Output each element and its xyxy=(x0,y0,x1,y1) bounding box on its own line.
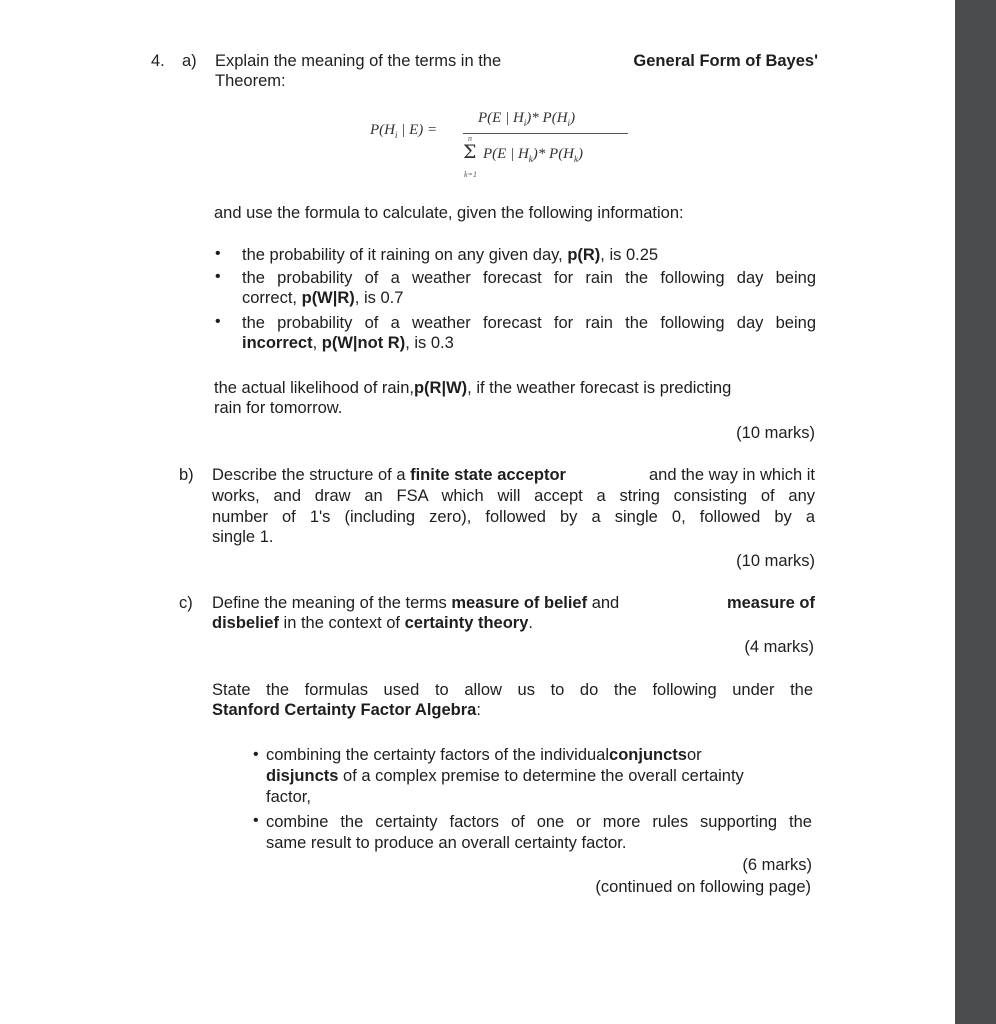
part-a-intro-text: Explain the meaning of the terms in the xyxy=(215,52,502,70)
formula-denominator: P(E | $H_k)*$ $P(H_k)$ xyxy=(483,146,584,164)
part-b-label: b) xyxy=(179,466,194,484)
bullet-combine-conjuncts-line1: combining the certainty factors of the individual conjuncts or xyxy=(266,746,702,764)
part-c-line1-text: Define the meaning of the terms measure of belief and xyxy=(212,594,620,612)
state-formulas-line2: Stanford Certainty Factor Algebra: xyxy=(212,701,481,719)
bullet-dot: • xyxy=(253,812,259,829)
formula-numerator: P(E | $H_i)*$ $P(H_i)$ xyxy=(478,110,576,128)
part-c-marks-1: (4 marks) xyxy=(744,638,814,656)
bullet-combine-rules-line2: same result to produce an overall certainty factor. xyxy=(266,834,627,852)
viewer-background xyxy=(955,0,996,1024)
part-b-line1-pre: Describe the structure of a finite state acceptor xyxy=(212,466,566,484)
part-c-label: c) xyxy=(179,594,193,612)
formula-lhs: $P(H_i$ | E) = xyxy=(370,122,438,140)
part-b-line2: works, and draw an FSA which will accept a string consisting of any xyxy=(212,487,815,505)
use-formula-text: and use the formula to calculate, given the following information: xyxy=(214,204,684,222)
part-b-marks: (10 marks) xyxy=(736,552,815,570)
part-a-label: a) xyxy=(182,52,197,70)
sum-upper-limit: n xyxy=(468,134,472,143)
part-b-line3: number of 1's (including zero), followed by a single 0, followed by a xyxy=(212,508,815,526)
measure-of-term: measure of xyxy=(726,594,815,612)
part-b-line1-post: and the way in which it xyxy=(648,466,815,484)
bullet-dot: • xyxy=(215,313,221,330)
bullet-combine-rules-line1: combine the certainty factors of one or more rules supporting the xyxy=(266,813,812,831)
question-number: 4. xyxy=(151,52,165,70)
bullet-forecast-correct-line1: the probability of a weather forecast for rain the following day being xyxy=(242,269,816,287)
bullet-dot: • xyxy=(215,245,221,262)
actual-likelihood-line2: rain for tomorrow. xyxy=(214,399,343,417)
part-b-line4: single 1. xyxy=(212,528,274,546)
sigma-symbol: Σ xyxy=(463,141,477,163)
bullet-dot: • xyxy=(215,268,221,285)
bullet-rain-probability: the probability of it raining on any given day, p(R), is 0.25 xyxy=(242,246,659,264)
bullet-combine-conjuncts-line3: factor, xyxy=(266,788,311,806)
state-formulas-line1: State the formulas used to allow us to do the following under the xyxy=(212,681,813,699)
continued-note: (continued on following page) xyxy=(595,878,811,896)
bullet-forecast-incorrect-line1: the probability of a weather forecast for rain the following day being xyxy=(242,314,816,332)
part-c-line1 xyxy=(212,593,815,613)
bayes-formula xyxy=(360,104,640,186)
part-a-intro-line1 xyxy=(215,51,818,71)
bullet-forecast-correct-line2: correct, p(W|R), is 0.7 xyxy=(242,289,404,307)
part-b-line1 xyxy=(212,465,815,485)
fraction-bar xyxy=(463,133,628,134)
sum-lower-limit: k=1 xyxy=(464,170,477,179)
part-a-intro-line2: Theorem: xyxy=(215,72,286,90)
bullet-combine-conjuncts-line2: disjuncts of a complex premise to determine the overall certainty xyxy=(266,767,744,785)
bayes-theorem-term: General Form of Bayes' xyxy=(633,52,818,70)
actual-likelihood-line1: the actual likelihood of rain, p(R|W) , if the weather forecast is predicting xyxy=(214,379,732,397)
part-c-marks-2: (6 marks) xyxy=(742,856,812,874)
part-c-line2: disbelief in the context of certainty theory. xyxy=(212,614,533,632)
bullet-forecast-incorrect-line2: incorrect, p(W|not R), is 0.3 xyxy=(242,334,454,352)
part-a-marks: (10 marks) xyxy=(736,424,815,442)
bullet-dot: • xyxy=(253,746,259,763)
